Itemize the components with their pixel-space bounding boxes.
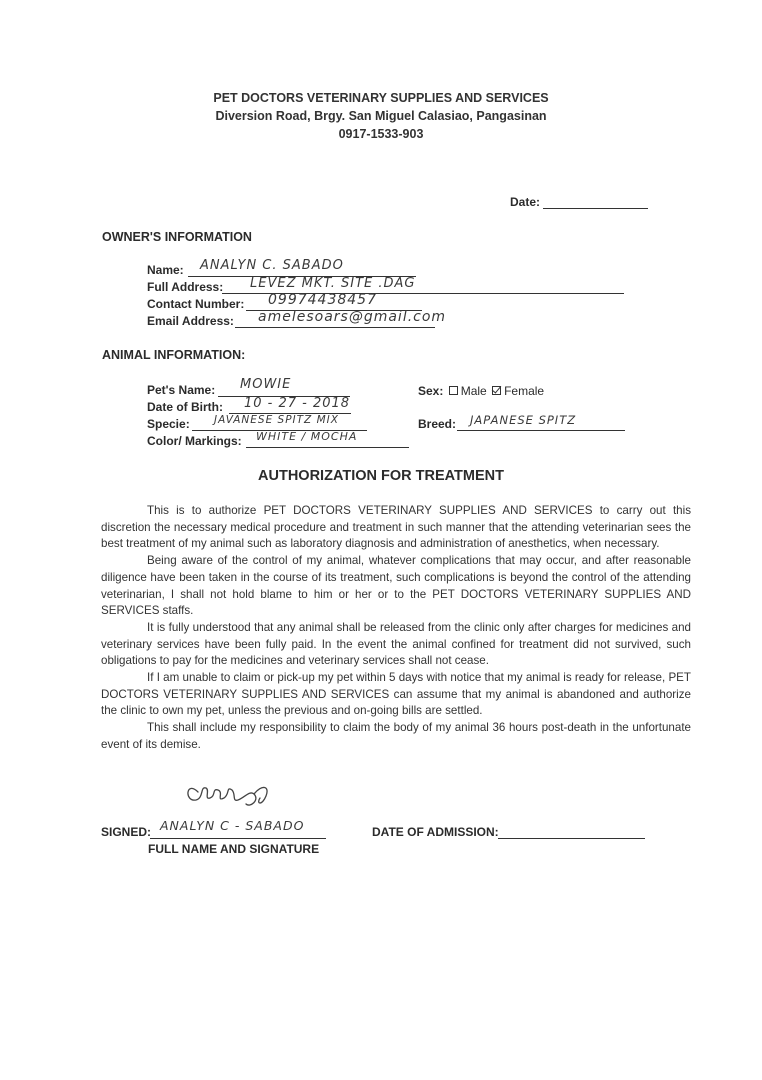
pet-name-value: MOWIE: [240, 377, 292, 392]
sex-row: [418, 384, 544, 398]
dob-value: 10 - 27 - 2018: [244, 396, 351, 411]
female-checkbox[interactable]: [492, 386, 501, 395]
authorization-paragraph: This is to authorize PET DOCTORS VETERINARY SUPPLIES AND SERVICES to carry out this discretion the necessary medical procedure and treatment in such manner that the attending veterinarian sees the best treatment of my animal such as laboratory diagnosis and administration of anesthetics, when necessary.: [101, 504, 691, 551]
signed-name-value: ANALYN C - SABADO: [160, 818, 305, 833]
female-label: Female: [504, 384, 545, 398]
specie-value: JAVANESE SPITZ MIX: [214, 414, 339, 426]
color-label: Color/ Markings:: [147, 434, 242, 448]
color-line: [246, 447, 409, 448]
owner-address-value: LEVEZ MKT. SITE .DAG: [250, 276, 416, 291]
owner-email-label: Email Address:: [147, 314, 234, 328]
male-checkbox[interactable]: [449, 386, 458, 395]
authorization-body: [101, 503, 691, 754]
sex-label: Sex:: [418, 384, 444, 398]
owner-name-value: ANALYN C. SABADO: [200, 258, 344, 273]
admission-label: DATE OF ADMISSION:: [372, 825, 499, 839]
owner-section-title: OWNER'S INFORMATION: [102, 230, 252, 244]
owner-email-value: amelesoars@gmail.com: [258, 309, 447, 325]
signature-caption: FULL NAME AND SIGNATURE: [148, 842, 320, 856]
company-phone: 0917-1533-903: [338, 127, 424, 141]
company-name: PET DOCTORS VETERINARY SUPPLIES AND SERVICES: [213, 91, 549, 105]
pet-name-label: Pet's Name:: [147, 383, 216, 397]
owner-contact-label: Contact Number:: [147, 297, 245, 311]
male-label: Male: [460, 384, 487, 398]
signed-line: [150, 838, 326, 839]
company-address: Diversion Road, Brgy. San Miguel Calasiao, Pangasinan: [215, 109, 547, 123]
owner-contact-value: 09974438457: [268, 292, 377, 308]
authorization-paragraph: If I am unable to claim or pick-up my pet within 5 days with notice that my animal is ready for release, PET DOCTORS VETERINARY SUPPLIES AND SERVICES can assume that my animal is abandoned and authorize the clinic to own my pet, unless the previous and on-going bills are settled.: [101, 671, 691, 718]
owner-address-label: Full Address:: [147, 280, 224, 294]
breed-value: JAPANESE SPITZ: [470, 413, 577, 427]
date-label: Date:: [510, 195, 541, 209]
authorization-paragraph: Being aware of the control of my animal, whatever complications that may occur, and after reasonable diligence have been taken in the course of its treatment, such complications is beyond the control of the attending veterinarian, I shall not hold blame to him or her or to the PET DOCTORS VETERINARY SUPPLIES AND SERVICES staffs.: [101, 554, 691, 618]
signature-scribble: [180, 778, 280, 820]
authorization-paragraph: This shall include my responsibility to claim the body of my animal 36 hours post-death in the unfortunate event of its demise.: [101, 721, 691, 751]
animal-section-title: ANIMAL INFORMATION:: [102, 348, 246, 362]
owner-name-label: Name:: [147, 263, 184, 277]
color-value: WHITE / MOCHA: [256, 430, 358, 443]
authorization-paragraph: It is fully understood that any animal shall be released from the clinic only after charges for medicines and veterinary services have been fully paid. In the event the animal confined for treatment did not survived, such obligations to pay for the medicines and veterinary services shall not cease.: [101, 620, 691, 668]
signed-label: SIGNED:: [101, 825, 152, 839]
specie-label: Specie:: [147, 417, 190, 431]
date-line: [543, 208, 648, 209]
authorization-title: AUTHORIZATION FOR TREATMENT: [258, 468, 504, 484]
breed-line: [457, 430, 625, 431]
breed-label: Breed:: [418, 417, 457, 431]
admission-line: [498, 838, 645, 839]
owner-email-line: [235, 327, 435, 328]
dob-label: Date of Birth:: [147, 400, 223, 414]
